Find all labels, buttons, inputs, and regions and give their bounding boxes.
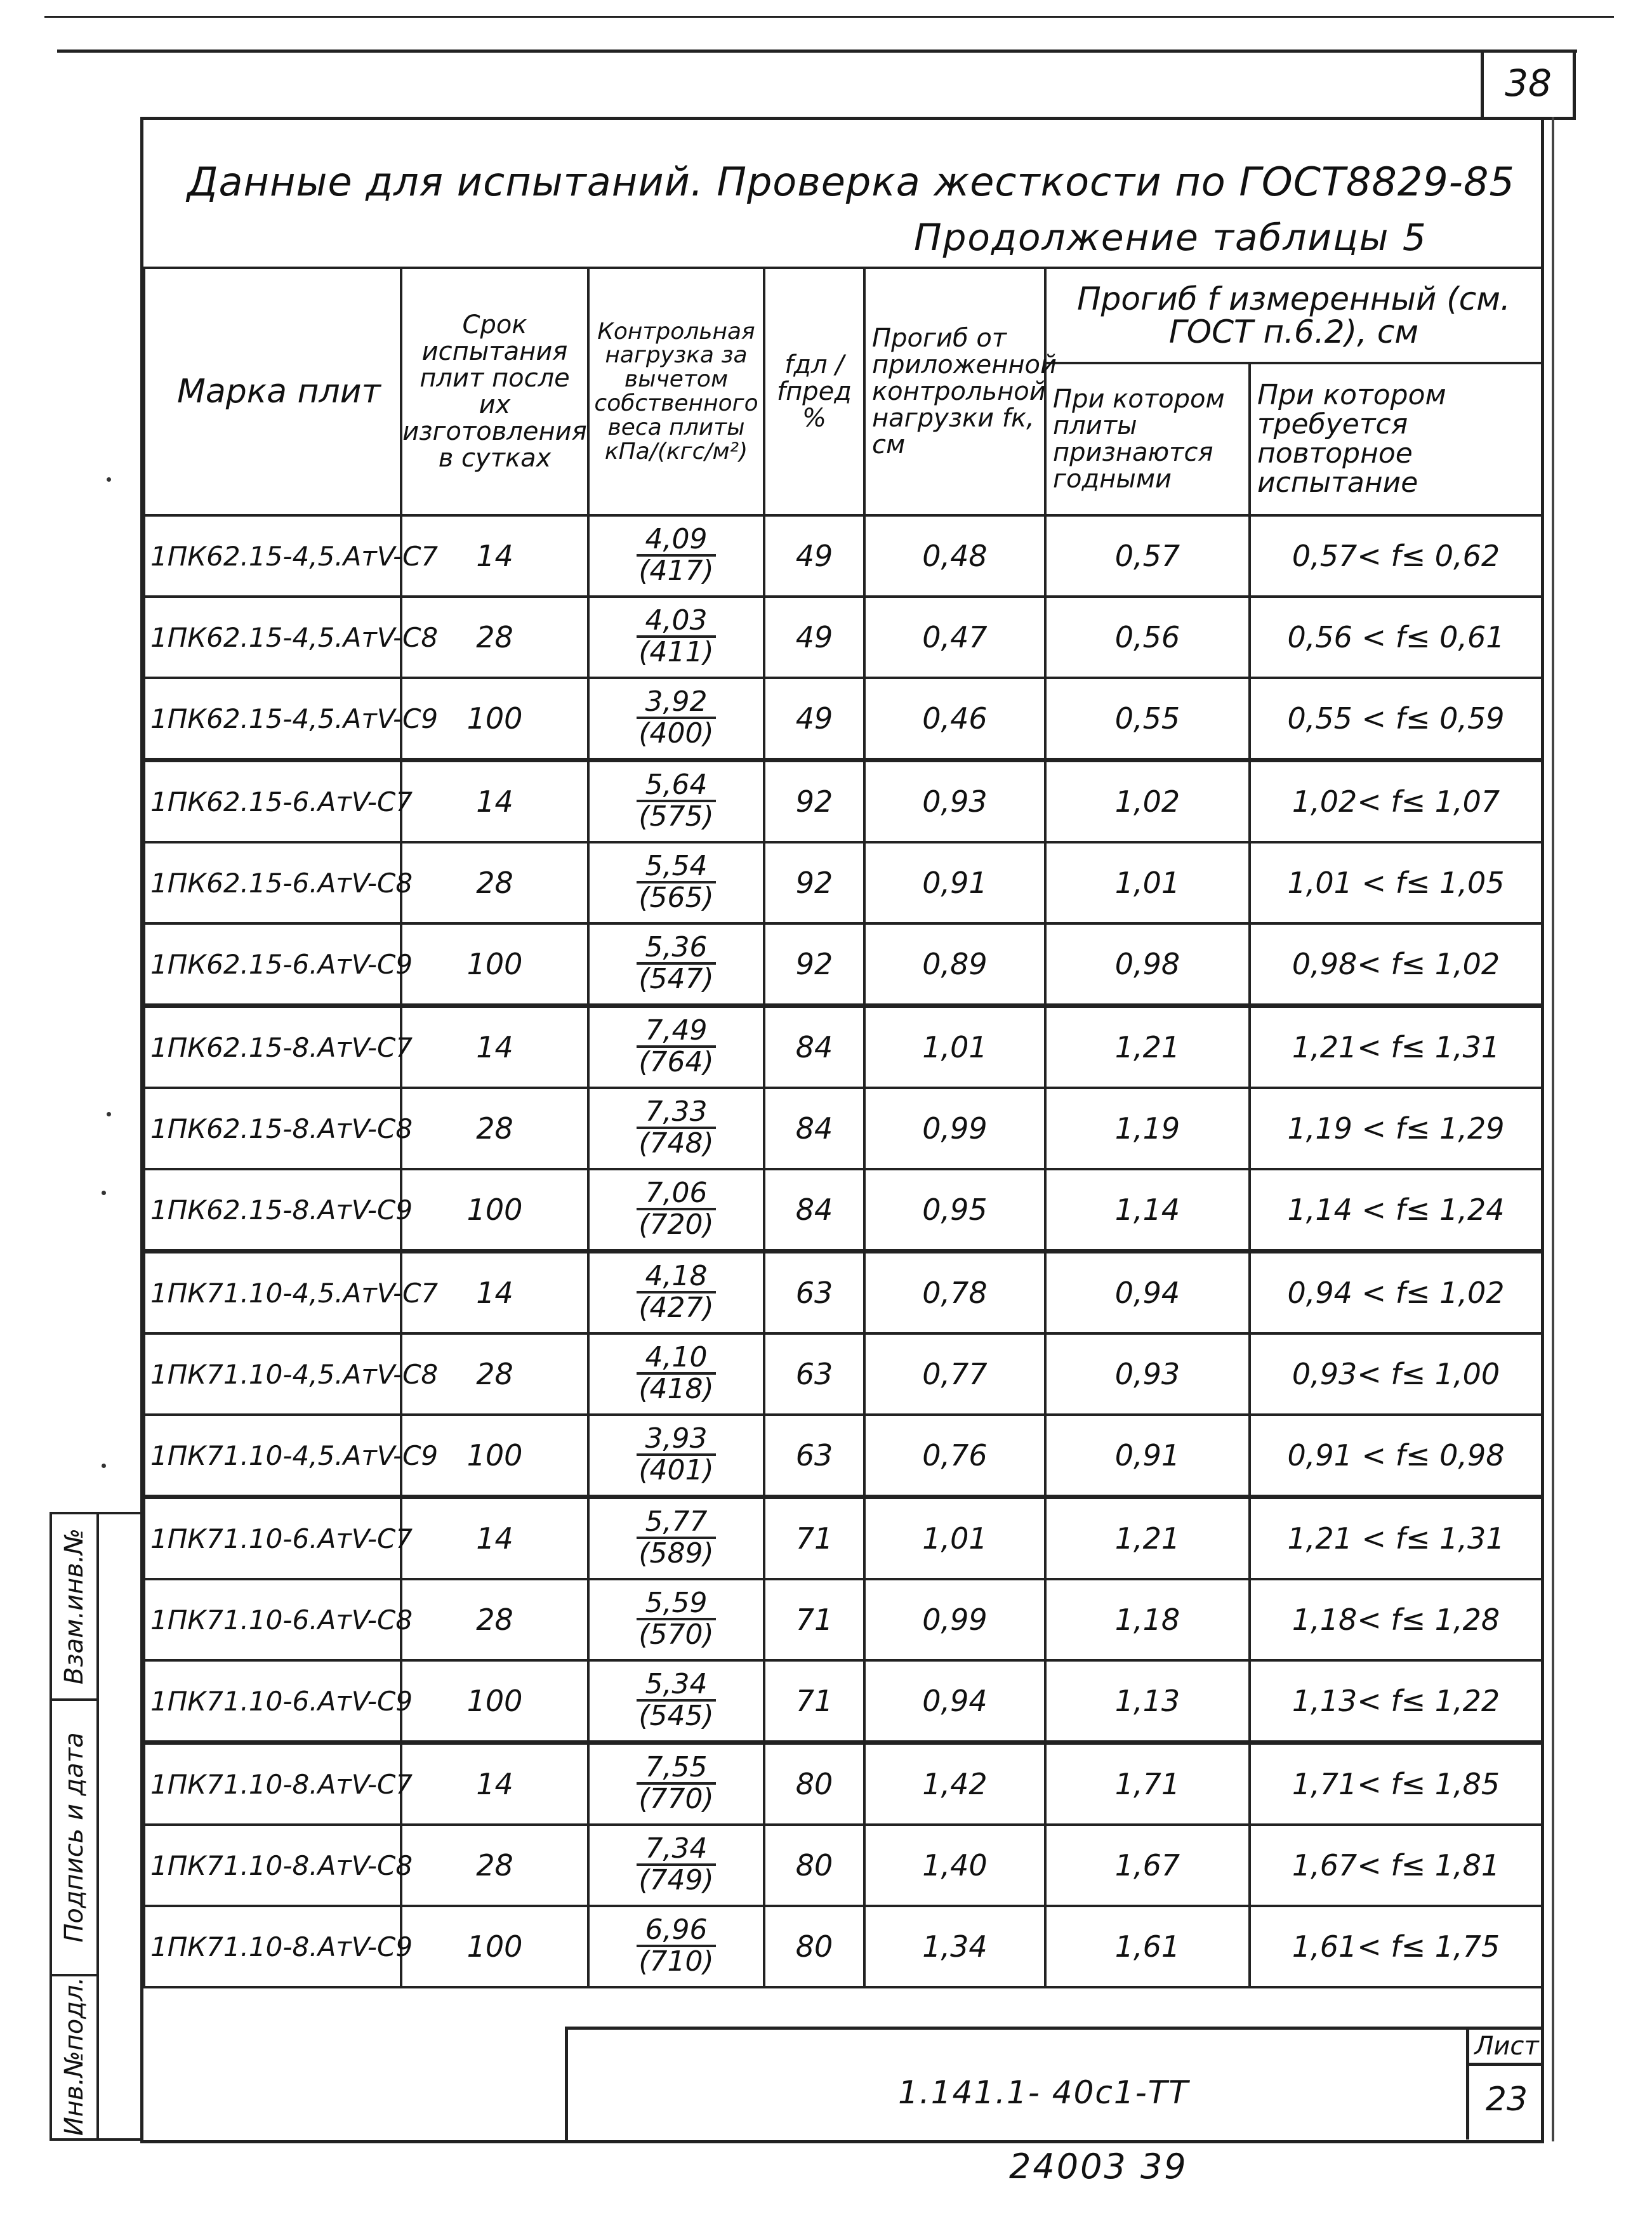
load-kpa: 4,18	[637, 1262, 717, 1293]
cell-load	[588, 1252, 764, 1334]
cell-mark: 1ПК71.10-4,5.АтV-С8	[144, 1333, 401, 1415]
cell-deflection: 1,01	[864, 1006, 1045, 1088]
load-kpa: 7,49	[637, 1016, 717, 1048]
cell-accepted: 1,21	[1045, 1006, 1250, 1088]
table-body	[144, 515, 1542, 1987]
cell-retest: 1,01 < f≤ 1,05	[1250, 842, 1542, 923]
cell-deflection: 0,99	[864, 1088, 1045, 1169]
load-kgs: (417)	[638, 555, 714, 588]
cell-term: 100	[401, 1660, 588, 1743]
cell-ratio: 63	[764, 1333, 864, 1415]
load-kgs: (770)	[638, 1783, 714, 1816]
cell-ratio: 92	[764, 923, 864, 1006]
cell-load	[588, 1743, 764, 1825]
cell-mark: 1ПК62.15-6.АтV-С7	[144, 760, 401, 843]
load-fraction	[637, 522, 717, 588]
cell-accepted: 1,71	[1045, 1743, 1250, 1825]
cell-deflection: 1,42	[864, 1743, 1045, 1825]
load-fraction	[637, 930, 717, 996]
load-kpa: 4,09	[637, 525, 717, 557]
cell-retest: 0,94 < f≤ 1,02	[1250, 1252, 1542, 1334]
cell-mark: 1ПК71.10-6.АтV-С7	[144, 1497, 401, 1580]
cell-load	[588, 1088, 764, 1169]
side-inv-original-cell	[52, 1976, 96, 2136]
top-rule-thick	[57, 50, 1577, 53]
cell-accepted: 1,61	[1045, 1906, 1250, 1987]
cell-term: 28	[401, 1579, 588, 1660]
cell-load	[588, 923, 764, 1006]
cell-ratio: 49	[764, 515, 864, 597]
load-kpa: 3,93	[637, 1424, 717, 1456]
cell-term: 100	[401, 1415, 588, 1497]
cell-mark: 1ПК62.15-6.АтV-С9	[144, 923, 401, 1006]
load-kgs: (565)	[638, 882, 714, 915]
load-fraction	[637, 1667, 717, 1733]
cell-ratio: 71	[764, 1497, 864, 1580]
cell-mark: 1ПК71.10-4,5.АтV-С9	[144, 1415, 401, 1497]
scan-speck	[107, 477, 111, 482]
side-stamp-blank-column	[96, 1514, 144, 2138]
load-fraction	[637, 1259, 717, 1325]
top-rule-thin	[44, 16, 1614, 18]
cell-accepted: 1,19	[1045, 1088, 1250, 1169]
load-kgs: (720)	[638, 1208, 714, 1241]
cell-deflection: 0,47	[864, 597, 1045, 678]
cell-mark: 1ПК62.15-4,5.АтV-С8	[144, 597, 401, 678]
cell-ratio: 80	[764, 1825, 864, 1906]
cell-ratio: 84	[764, 1088, 864, 1169]
sheet-box	[1466, 2030, 1544, 2140]
side-inv-original: Инв.№подл.	[60, 1976, 89, 2136]
cell-deflection: 0,76	[864, 1415, 1045, 1497]
scan-speck	[107, 1112, 111, 1116]
load-kgs: (411)	[638, 636, 714, 669]
cell-load	[588, 1415, 764, 1497]
cell-retest: 1,21 < f≤ 1,31	[1250, 1497, 1542, 1580]
load-kpa: 7,55	[637, 1753, 717, 1785]
load-kpa: 5,54	[637, 852, 717, 883]
load-fraction	[637, 1016, 717, 1077]
table-row	[144, 1497, 1542, 1580]
cell-mark: 1ПК62.15-8.АтV-С7	[144, 1006, 401, 1088]
load-kgs: (749)	[638, 1864, 714, 1897]
cell-term: 14	[401, 1252, 588, 1334]
load-fraction	[637, 1586, 717, 1651]
load-kpa: 7,33	[637, 1097, 717, 1129]
cell-retest: 1,61< f≤ 1,75	[1250, 1906, 1542, 1987]
load-fraction	[637, 1507, 717, 1568]
cell-retest: 1,14 < f≤ 1,24	[1250, 1169, 1542, 1252]
cell-mark: 1ПК71.10-8.АтV-С8	[144, 1825, 401, 1906]
header-measured: Прогиб f измеренный (см. ГОСТ п.6.2), см	[1045, 268, 1542, 363]
table-row	[144, 1660, 1542, 1743]
cell-deflection: 0,93	[864, 760, 1045, 843]
cell-retest: 1,19 < f≤ 1,29	[1250, 1088, 1542, 1169]
cell-deflection: 0,91	[864, 842, 1045, 923]
cell-ratio: 71	[764, 1579, 864, 1660]
load-fraction	[637, 606, 717, 667]
side-stamp	[50, 1512, 143, 2141]
cell-retest: 1,18< f≤ 1,28	[1250, 1579, 1542, 1660]
table-row	[144, 1743, 1542, 1825]
cell-load	[588, 1006, 764, 1088]
cell-load	[588, 515, 764, 597]
cell-load	[588, 1825, 764, 1906]
cell-accepted: 0,57	[1045, 515, 1250, 597]
load-fraction	[637, 849, 717, 915]
table-row	[144, 597, 1542, 678]
cell-retest: 0,93< f≤ 1,00	[1250, 1333, 1542, 1415]
bottom-archive-number: 24003 39	[1009, 2146, 1188, 2186]
cell-retest: 0,55 < f≤ 0,59	[1250, 678, 1542, 760]
cell-accepted: 0,94	[1045, 1252, 1250, 1334]
load-kpa: 7,34	[637, 1834, 717, 1866]
table-row	[144, 1579, 1542, 1660]
scan-speck	[102, 1191, 106, 1195]
cell-retest: 1,21< f≤ 1,31	[1250, 1006, 1542, 1088]
cell-term: 14	[401, 760, 588, 843]
cell-term: 28	[401, 842, 588, 923]
cell-mark: 1ПК71.10-8.АтV-С9	[144, 1906, 401, 1987]
cell-term: 28	[401, 1333, 588, 1415]
cell-load	[588, 842, 764, 923]
cell-ratio: 92	[764, 760, 864, 843]
page-number: 38	[1481, 50, 1576, 120]
cell-deflection: 0,94	[864, 1660, 1045, 1743]
table-row	[144, 1415, 1542, 1497]
cell-accepted: 1,14	[1045, 1169, 1250, 1252]
cell-term: 14	[401, 1006, 588, 1088]
table-row	[144, 1169, 1542, 1252]
table-row	[144, 1088, 1542, 1169]
load-fraction	[637, 1424, 717, 1485]
table-row	[144, 1906, 1542, 1987]
cell-mark: 1ПК62.15-6.АтV-С8	[144, 842, 401, 923]
title-block	[565, 2027, 1544, 2143]
load-kpa: 4,10	[637, 1343, 717, 1375]
cell-load	[588, 760, 764, 843]
sheet-number: 23	[1485, 2080, 1528, 2119]
scan-speck	[102, 1464, 106, 1468]
load-kpa: 5,36	[637, 933, 717, 965]
load-fraction	[637, 1750, 717, 1816]
cell-retest: 1,71< f≤ 1,85	[1250, 1743, 1542, 1825]
table-row	[144, 515, 1542, 597]
cell-accepted: 1,18	[1045, 1579, 1250, 1660]
cell-deflection: 1,01	[864, 1497, 1045, 1580]
cell-accepted: 1,67	[1045, 1825, 1250, 1906]
load-kpa: 5,59	[637, 1589, 717, 1620]
header-accepted: При котором плиты признаются годными	[1045, 363, 1250, 515]
cell-ratio: 49	[764, 678, 864, 760]
cell-deflection: 0,48	[864, 515, 1045, 597]
cell-retest: 1,13< f≤ 1,22	[1250, 1660, 1542, 1743]
cell-accepted: 0,91	[1045, 1415, 1250, 1497]
load-fraction	[637, 1097, 717, 1158]
table-row	[144, 923, 1542, 1006]
cell-term: 28	[401, 1088, 588, 1169]
cell-mark: 1ПК71.10-8.АтV-С7	[144, 1743, 401, 1825]
load-fraction	[637, 1834, 717, 1895]
cell-term: 14	[401, 515, 588, 597]
cell-accepted: 0,55	[1045, 678, 1250, 760]
cell-deflection: 0,77	[864, 1333, 1045, 1415]
header-term: Срок испытания плит после их изготовления в сутках	[401, 268, 588, 515]
cell-deflection: 1,34	[864, 1906, 1045, 1987]
side-replace-inv: Взам.инв.№	[60, 1528, 89, 1685]
cell-accepted: 0,98	[1045, 923, 1250, 1006]
cell-load	[588, 1579, 764, 1660]
cell-load	[588, 1497, 764, 1580]
cell-retest: 0,91 < f≤ 0,98	[1250, 1415, 1542, 1497]
cell-mark: 1ПК62.15-8.АтV-С8	[144, 1088, 401, 1169]
load-kpa: 4,03	[637, 606, 717, 638]
load-kgs: (570)	[638, 1618, 714, 1651]
cell-ratio: 84	[764, 1169, 864, 1252]
cell-mark: 1ПК71.10-4,5.АтV-С7	[144, 1252, 401, 1334]
cell-accepted: 0,93	[1045, 1333, 1250, 1415]
cell-accepted: 1,01	[1045, 842, 1250, 923]
cell-accepted: 1,13	[1045, 1660, 1250, 1743]
load-kpa: 5,34	[637, 1670, 717, 1702]
load-kgs: (400)	[638, 717, 714, 750]
load-kgs: (401)	[638, 1454, 714, 1487]
cell-deflection: 0,78	[864, 1252, 1045, 1334]
cell-ratio: 71	[764, 1660, 864, 1743]
cell-term: 100	[401, 923, 588, 1006]
table-row	[144, 842, 1542, 923]
load-fraction	[637, 768, 717, 833]
cell-term: 100	[401, 1169, 588, 1252]
header-load: Контрольная нагрузка за вычетом собственного веса плиты кПа/(кгс/м²)	[588, 268, 764, 515]
cell-deflection: 0,46	[864, 678, 1045, 760]
document-title: Данные для испытаний. Проверка жесткости по ГОСТ8829-85	[187, 159, 1515, 205]
cell-load	[588, 678, 764, 760]
cell-retest: 0,57< f≤ 0,62	[1250, 515, 1542, 597]
table-row	[144, 1333, 1542, 1415]
load-kgs: (710)	[638, 1945, 714, 1978]
cell-retest: 0,98< f≤ 1,02	[1250, 923, 1542, 1006]
cell-term: 100	[401, 678, 588, 760]
cell-mark: 1ПК62.15-4,5.АтV-С9	[144, 678, 401, 760]
table-continuation-label: Продолжение таблицы 5	[914, 216, 1427, 259]
side-signature-date: Подпись и дата	[60, 1732, 89, 1943]
cell-ratio: 80	[764, 1743, 864, 1825]
cell-load	[588, 1906, 764, 1987]
header-deflection: Прогиб от приложенной контрольной нагрузки fк, см	[864, 268, 1045, 515]
cell-deflection: 0,95	[864, 1169, 1045, 1252]
cell-mark: 1ПК71.10-6.АтV-С8	[144, 1579, 401, 1660]
cell-load	[588, 1169, 764, 1252]
table-row	[144, 1825, 1542, 1906]
right-edge-line	[1552, 117, 1554, 2141]
table-row	[144, 678, 1542, 760]
load-kpa: 3,92	[637, 687, 717, 719]
load-kgs: (748)	[638, 1127, 714, 1160]
load-kgs: (545)	[638, 1700, 714, 1733]
load-fraction	[637, 1176, 717, 1241]
side-replace-inv-cell	[52, 1514, 96, 1701]
load-kgs: (575)	[638, 800, 714, 833]
header-retest: При котором требуется повторное испытание	[1250, 363, 1542, 515]
cell-retest: 0,56 < f≤ 0,61	[1250, 597, 1542, 678]
table-row	[144, 760, 1542, 843]
test-data-table	[143, 267, 1543, 1988]
load-fraction	[637, 1915, 717, 1976]
cell-retest: 1,02< f≤ 1,07	[1250, 760, 1542, 843]
header-ratio: fдл / fпред %	[764, 268, 864, 515]
table-row	[144, 1252, 1542, 1334]
load-kgs: (547)	[638, 963, 714, 996]
load-kgs: (427)	[638, 1292, 714, 1325]
load-kpa: 6,96	[637, 1915, 717, 1947]
cell-load	[588, 597, 764, 678]
cell-ratio: 63	[764, 1252, 864, 1334]
load-fraction	[637, 687, 717, 748]
load-fraction	[637, 1340, 717, 1406]
cell-load	[588, 1660, 764, 1743]
load-kpa: 5,77	[637, 1507, 717, 1539]
cell-ratio: 92	[764, 842, 864, 923]
cell-deflection: 0,99	[864, 1579, 1045, 1660]
cell-retest: 1,67< f≤ 1,81	[1250, 1825, 1542, 1906]
load-kpa: 7,06	[637, 1179, 717, 1210]
cell-deflection: 1,40	[864, 1825, 1045, 1906]
cell-term: 100	[401, 1906, 588, 1987]
load-kgs: (418)	[638, 1373, 714, 1406]
load-kgs: (764)	[638, 1046, 714, 1079]
cell-ratio: 80	[764, 1906, 864, 1987]
cell-mark: 1ПК62.15-4,5.АтV-С7	[144, 515, 401, 597]
document-code: 1.141.1- 40с1-ТТ	[898, 2074, 1189, 2111]
cell-term: 14	[401, 1497, 588, 1580]
cell-accepted: 1,21	[1045, 1497, 1250, 1580]
sheet-label: Лист	[1469, 2030, 1544, 2066]
load-kgs: (589)	[638, 1537, 714, 1570]
load-kpa: 5,64	[637, 771, 717, 802]
cell-load	[588, 1333, 764, 1415]
cell-mark: 1ПК71.10-6.АтV-С9	[144, 1660, 401, 1743]
cell-ratio: 63	[764, 1415, 864, 1497]
table-row	[144, 1006, 1542, 1088]
cell-term: 28	[401, 597, 588, 678]
header-mark: Марка плит	[144, 268, 401, 515]
cell-term: 14	[401, 1743, 588, 1825]
cell-ratio: 84	[764, 1006, 864, 1088]
cell-ratio: 49	[764, 597, 864, 678]
cell-deflection: 0,89	[864, 923, 1045, 1006]
cell-term: 28	[401, 1825, 588, 1906]
cell-accepted: 1,02	[1045, 760, 1250, 843]
cell-accepted: 0,56	[1045, 597, 1250, 678]
side-signature-cell	[52, 1701, 96, 1976]
cell-mark: 1ПК62.15-8.АтV-С9	[144, 1169, 401, 1252]
